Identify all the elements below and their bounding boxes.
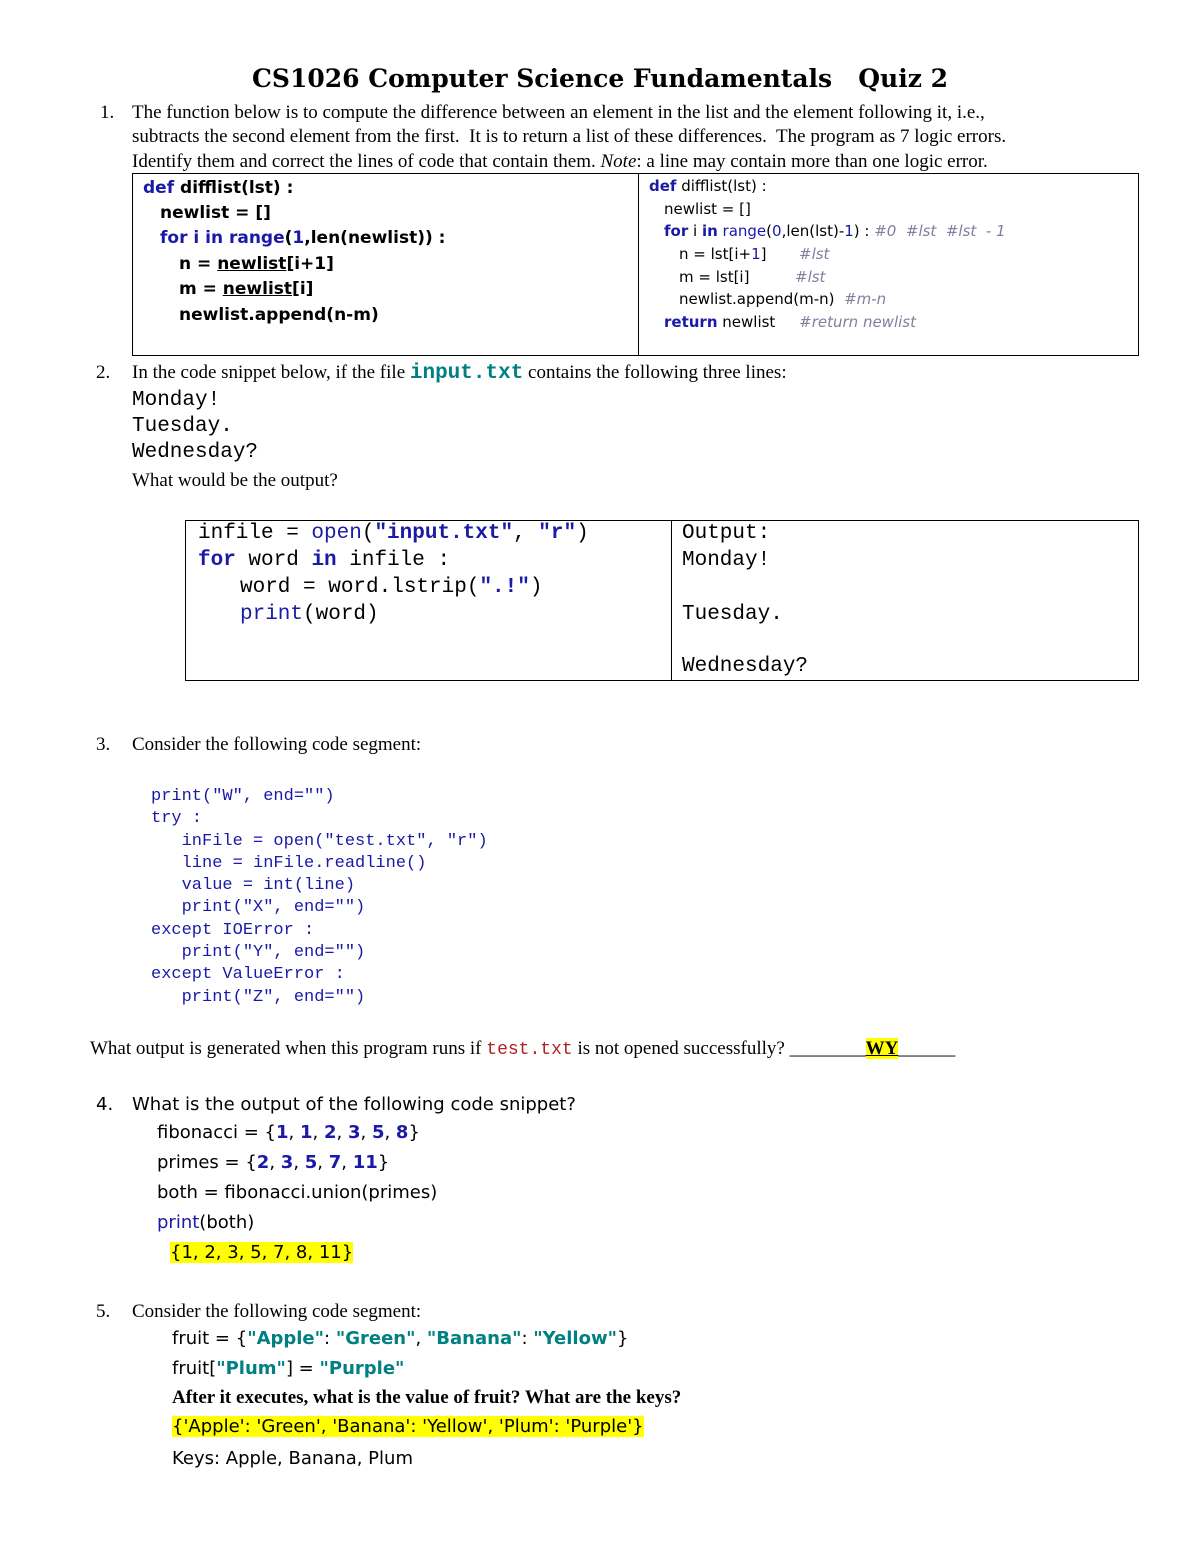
- q1-line-2: subtracts the second element from the first. It is to return a list of these differences. The program as 7 logic errors.: [132, 126, 1007, 147]
- q1-right-line-7: return newlist #return newlist: [664, 313, 916, 331]
- q3-code-line: except IOError :: [151, 920, 315, 940]
- q1-left-line-5: m = newlist[i]: [179, 279, 314, 299]
- q2-output-line-2: Tuesday.: [682, 603, 783, 626]
- q3-number: 3.: [96, 734, 111, 755]
- q5-question: After it executes, what is the value of fruit? What are the keys?: [172, 1387, 682, 1408]
- note-label: Note: [600, 151, 637, 172]
- q1-right-line-1: def difflist(lst) :: [649, 177, 767, 195]
- q2-code-line-4: print(word): [240, 603, 379, 626]
- q2-intro: In the code snippet below, if the file input.txt contains the following three lines:: [132, 362, 787, 385]
- q5-dict-line: fruit = {"Apple": "Green", "Banana": "Yellow"}: [172, 1328, 629, 1349]
- q2-output-line-3: Wednesday?: [682, 655, 809, 678]
- q2-code-line-2: for word in infile :: [198, 549, 451, 572]
- q5-intro: Consider the following code segment:: [132, 1301, 422, 1322]
- q3-answer: WY: [865, 1038, 899, 1059]
- q5-number: 5.: [96, 1301, 111, 1322]
- q3-code-line: print("Z", end=""): [151, 987, 366, 1007]
- q1-right-line-6: newlist.append(m-n) #m-n: [679, 290, 887, 308]
- q1-left-line-3: for i in range(1,len(newlist)) :: [160, 228, 446, 248]
- q2-code-cell: [186, 521, 672, 681]
- q1-code-table: [132, 173, 1139, 356]
- q3-code-line: value = int(line): [151, 876, 356, 896]
- q2-output-cell: [672, 521, 1139, 681]
- q4-question: What is the output of the following code snippet?: [132, 1094, 576, 1115]
- q4-union-line: both = fibonacci.union(primes): [157, 1182, 438, 1203]
- q1-corrected-code: [639, 174, 1139, 356]
- q3-code-line: try :: [151, 809, 203, 829]
- q2-output-line-1: Monday!: [682, 549, 771, 572]
- q3-code: [151, 786, 488, 1009]
- q1-original-code: [133, 174, 639, 356]
- q1-line-1: The function below is to compute the difference between an element in the list and the element following it, i.e.,: [132, 102, 985, 123]
- q4-primes-line: primes = {2, 3, 5, 7, 11}: [157, 1152, 390, 1173]
- q2-file-line-3: Wednesday?: [132, 441, 259, 464]
- q2-number: 2.: [96, 362, 111, 383]
- q3-intro: Consider the following code segment:: [132, 734, 422, 755]
- q1-left-line-1: def difflist(lst) :: [143, 178, 294, 198]
- q1-right-line-4: n = lst[i+1]: [679, 245, 767, 263]
- q1-left-line-4: n = newlist[i+1]: [179, 254, 334, 274]
- q3-code-line: print("W", end=""): [151, 787, 335, 806]
- q1-right-comment-4: #lst: [799, 245, 830, 263]
- page-title: CS1026 Computer Science Fundamentals Quiz 2: [252, 64, 948, 93]
- q4-fibonacci-line: fibonacci = {1, 1, 2, 3, 5, 8}: [157, 1122, 420, 1143]
- q3-code-line: print("X", end=""): [151, 898, 366, 918]
- q5-answer: {'Apple': 'Green', 'Banana': 'Yellow', 'Plum': 'Purple'}: [172, 1416, 644, 1437]
- q3-code-line: except ValueError :: [151, 965, 345, 985]
- q5-assign-line: fruit["Plum"] = "Purple": [172, 1358, 405, 1379]
- q2-code-line-3: word = word.lstrip(".!"): [240, 576, 543, 599]
- q2-file-line-2: Tuesday.: [132, 415, 233, 438]
- q2-code-line-1: infile = open("input.txt", "r"): [198, 522, 589, 545]
- q1-right-line-2: newlist = []: [664, 200, 751, 218]
- q2-file-line-1: Monday!: [132, 389, 221, 412]
- q1-left-line-6: newlist.append(n-m): [179, 305, 379, 325]
- q1-right-comment-5: #lst: [795, 268, 826, 286]
- q1-right-line-5: m = lst[i]: [679, 268, 750, 286]
- q3-code-line: print("Y", end=""): [151, 943, 366, 963]
- q4-answer: {1, 2, 3, 5, 7, 8, 11}: [170, 1242, 354, 1263]
- q2-question: What would be the output?: [132, 470, 338, 491]
- q1-number: 1.: [100, 102, 115, 123]
- q4-number: 4.: [96, 1094, 114, 1115]
- q3-code-line: line = inFile.readline(): [151, 853, 427, 873]
- q4-print-line: print(both): [157, 1212, 255, 1233]
- q1-right-line-3: for i in range(0,len(lst)-1) : #0 #lst #lst - 1: [664, 222, 1006, 240]
- q5-keys: Keys: Apple, Banana, Plum: [172, 1448, 413, 1469]
- q2-code-table: [185, 520, 1139, 681]
- q2-output-label: Output:: [682, 522, 771, 545]
- q3-code-line: inFile = open("test.txt", "r"): [151, 831, 488, 851]
- q3-question: What output is generated when this program runs if test.txt is not opened successfully? ________WY______: [90, 1038, 956, 1060]
- q1-line-3: Identify them and correct the lines of code that contain them. Note: a line may contain more than one logic error.: [132, 151, 988, 172]
- q1-left-line-2: newlist = []: [160, 203, 271, 223]
